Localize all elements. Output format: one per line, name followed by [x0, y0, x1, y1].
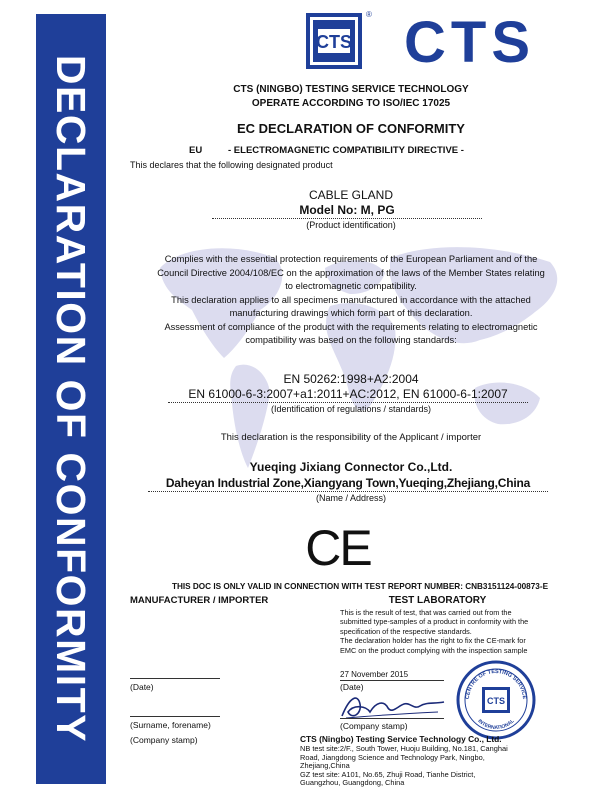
- applicant-address: Daheyan Industrial Zone,Xiangyang Town,Yueqing,Zhejiang,China: [165, 476, 531, 490]
- applicant-name: Yueqing Jixiang Connector Co.,Ltd.: [249, 460, 453, 474]
- iso-standard: OPERATE ACCORDING TO ISO/IEC 17025: [251, 98, 451, 109]
- seal-logo-letters: CTS: [487, 696, 505, 706]
- registered-mark: ®: [366, 10, 372, 19]
- applicant-underline: [148, 491, 548, 492]
- manufacturer-name-label: (Surname, forename): [130, 720, 211, 730]
- standards-underline: [168, 402, 528, 403]
- laboratory-date: 27 November 2015: [340, 670, 409, 679]
- validity-notice: THIS DOC IS ONLY VALID IN CONNECTION WITH TEST REPORT NUMBER: CNB3151124-00873-E: [171, 582, 549, 591]
- laboratory-date-label: (Date): [340, 682, 364, 692]
- logo-letters: CTS: [316, 32, 352, 52]
- ce-mark: CE: [305, 520, 371, 576]
- body-line: This declaration applies to all specimens manufactured in accordance with the attached: [171, 294, 531, 305]
- brand-name: CTS: [404, 10, 535, 75]
- laboratory-address: [300, 745, 540, 788]
- body-line: compatibility was based on the following standards:: [245, 335, 457, 345]
- body-line: manufacturing drawings which form part of this declaration.: [229, 308, 473, 318]
- address-line: Zhejiang,China: [300, 761, 350, 771]
- laboratory-heading: TEST LABORATORY: [388, 595, 487, 606]
- manufacturer-heading: MANUFACTURER / IMPORTER: [130, 595, 269, 606]
- body-text: [120, 253, 582, 348]
- address-line: NB test site:2/F., South Tower, Huoju Building, No.181, Canghai: [300, 744, 508, 753]
- laboratory-text: [340, 608, 538, 655]
- laboratory-line: The declaration holder has the right to fix the CE-mark for: [340, 636, 526, 646]
- standards-caption: (Identification of regulations / standards): [270, 404, 432, 414]
- standard-line-2: EN 61000-6-3:2007+a1:2011+AC:2012, EN 61000-6-1:2007: [188, 387, 508, 401]
- laboratory-line: submitted type-samples of a product in conformity with the: [340, 617, 529, 627]
- side-banner-text: DECLARATION OF CONFORMITY: [48, 54, 94, 744]
- page-title: EC DECLARATION OF CONFORMITY: [237, 121, 465, 136]
- laboratory-line: specification of the respective standards.: [340, 626, 472, 636]
- body-line: Assessment of compliance of the product with the requirements relating to electromagnetic: [164, 321, 538, 332]
- manufacturer-date-label: (Date): [130, 682, 154, 692]
- seal-bottom-text: INTERNATIONAL: [476, 718, 516, 732]
- declares-line: This declares that the following designated product: [130, 160, 333, 170]
- address-line: GZ test site: A101, No.65, Zhuji Road, Tianhe District,: [300, 769, 476, 779]
- product-model: Model No: M, PG: [299, 203, 395, 217]
- cts-logo-icon: [305, 12, 363, 70]
- laboratory-company: CTS (Ningbo) Testing Service Technology Co., Ltd.: [300, 734, 502, 744]
- manufacturer-date-line: [130, 678, 220, 679]
- product-underline: [212, 218, 482, 219]
- laboratory-stamp-label: (Company stamp): [340, 721, 408, 731]
- address-line: Road, Jiangdong Science and Technology Park, Ningbo,: [300, 752, 485, 762]
- laboratory-line: This is the result of test, that was carried out from the: [340, 608, 512, 617]
- body-line: Complies with the essential protection requirements of the European Parliament and of the: [164, 254, 538, 264]
- body-line: to electromagnetic compatibility.: [285, 281, 417, 291]
- laboratory-line: EMC on the product complying with the inspection sample: [340, 645, 528, 655]
- address-line: Guangzhou, Guangdong, China: [300, 778, 405, 788]
- seal-top-text: CENTRE OF TESTING SERVICE: [464, 668, 528, 700]
- manufacturer-name-line: [130, 716, 220, 717]
- product-caption: (Product identification): [306, 220, 396, 230]
- applicant-caption: (Name / Address): [315, 493, 387, 503]
- laboratory-signature-line: [340, 718, 444, 719]
- manufacturer-stamp-label: (Company stamp): [130, 735, 198, 745]
- responsibility-line: This declaration is the responsibility of the Applicant / importer: [220, 432, 482, 443]
- laboratory-date-line: [340, 680, 444, 681]
- directive-prefix: EU: [189, 145, 203, 156]
- standard-line-1: EN 50262:1998+A2:2004: [283, 372, 419, 386]
- laboratory-seal-image: [456, 660, 536, 740]
- org-name: CTS (NINGBO) TESTING SERVICE TECHNOLOGY: [233, 84, 469, 95]
- directive-name: - ELECTROMAGNETIC COMPATIBILITY DIRECTIVE -: [228, 145, 464, 156]
- body-line: Council Directive 2004/108/EC on the approximation of the laws of the Member States relating: [157, 267, 545, 278]
- product-name: CABLE GLAND: [308, 188, 394, 202]
